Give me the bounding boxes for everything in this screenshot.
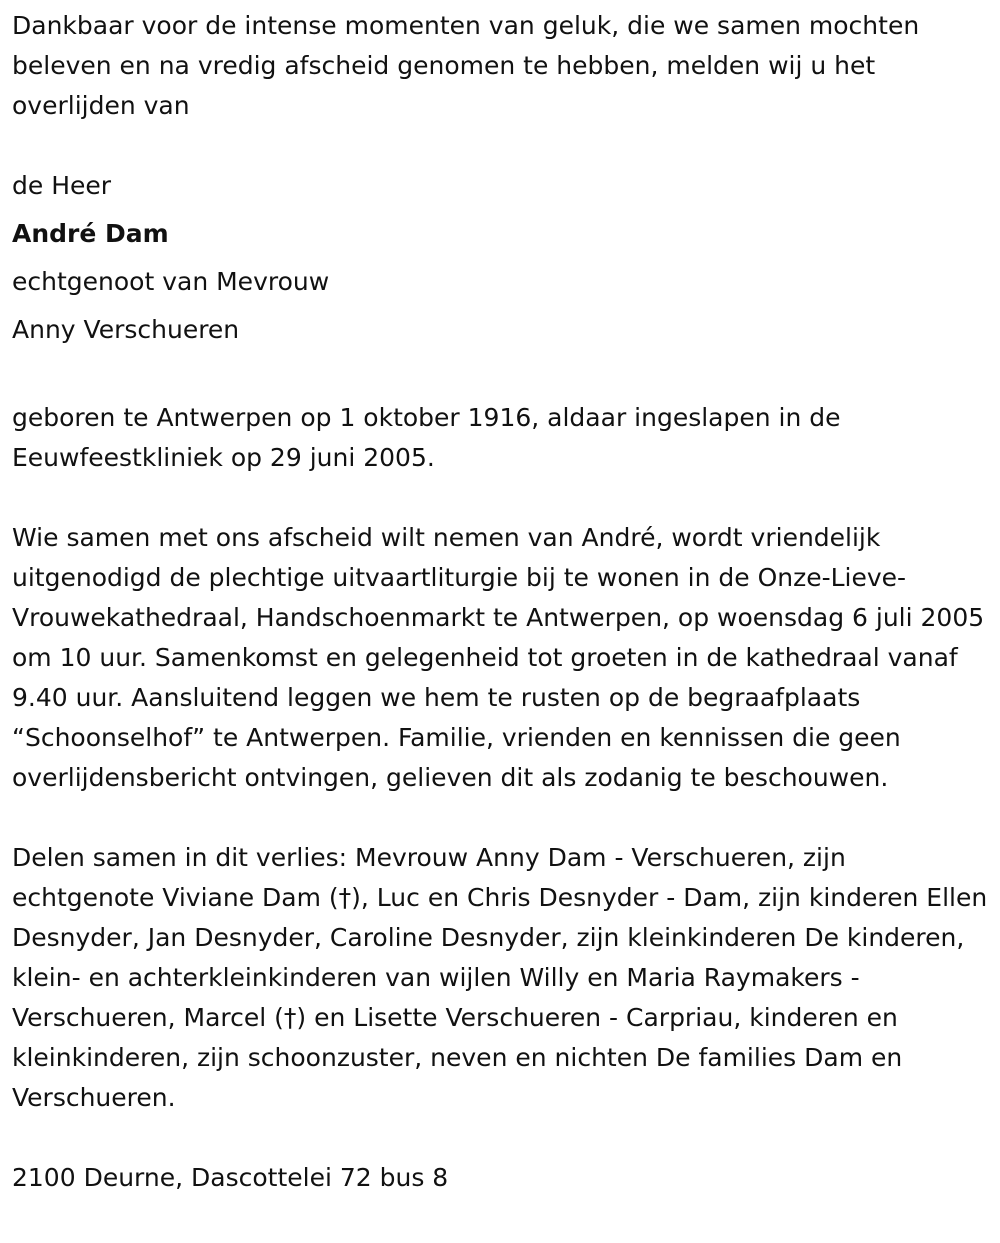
salutation: de Heer (12, 171, 112, 200)
deceased-block (12, 166, 988, 350)
spacer (12, 798, 988, 838)
spacer (12, 358, 988, 398)
spacer (12, 1118, 988, 1158)
birth-death-text: geboren te Antwerpen op 1 oktober 1916, aldaar ingeslapen in de Eeuwfeestkliniek op 29 juni 2005. (12, 403, 841, 472)
family-text: Delen samen in dit verlies: Mevrouw Anny Dam - Verschueren, zijn echtgenote Viviane Dam (†), Luc en Chris Desnyder - Dam, zijn kinderen Ellen Desnyder, Jan Desnyder, Caroline Desnyder, zijn kleinkinderen De kinderen, klein- en achterkleinkinderen van wijlen Willy en Maria Raymakers - Verschueren, Marcel (†) en Lisette Verschueren - Carpriau, kinderen en kleinkinderen, zijn schoonzuster, neven en nichten De families Dam en Verschueren. (12, 843, 988, 1112)
intro-text: Dankbaar voor de intense momenten van geluk, die we samen mochten beleven en na vredig afscheid genomen te hebben, melden wij u het overlijden van (12, 11, 920, 120)
spouse-name: Anny Verschueren (12, 315, 240, 344)
deceased-name: André Dam (12, 219, 169, 248)
spacer (12, 478, 988, 518)
spouse-label: echtgenoot van Mevrouw (12, 267, 330, 296)
spacer (12, 126, 988, 166)
address-text: 2100 Deurne, Dascottelei 72 bus 8 (12, 1163, 449, 1192)
funeral-info-text: Wie samen met ons afscheid wilt nemen van André, wordt vriendelijk uitgenodigd de plechtige uitvaartliturgie bij te wonen in de Onze-Lieve-Vrouwekathedraal, Handschoenmarkt te Antwerpen, op woensdag 6 juli 2005 om 10 uur. Samenkomst en gelegenheid tot groeten in de kathedraal vanaf 9.40 uur. Aansluitend leggen we hem te rusten op de begraafplaats “Schoonselhof” te Antwerpen. Familie, vrienden en kennissen die geen overlijdensbericht ontvingen, gelieven dit als zodanig te beschouwen. (12, 523, 985, 792)
